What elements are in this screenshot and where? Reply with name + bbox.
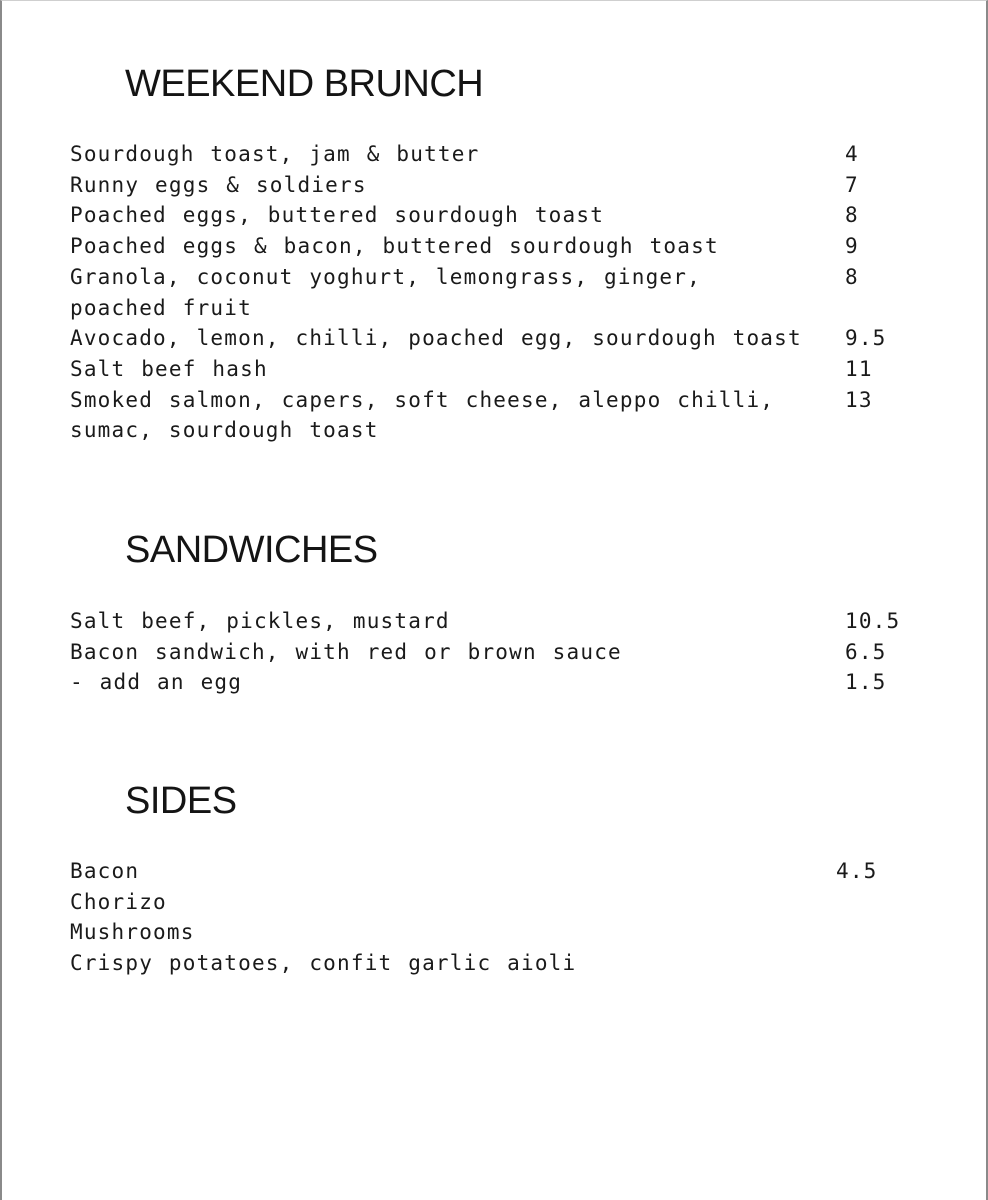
menu-list-weekend-brunch bbox=[70, 139, 887, 446]
item-price: 8 bbox=[845, 264, 859, 289]
item-name: Poached eggs, buttered sourdough toast bbox=[70, 203, 605, 228]
item-name: Salt beef, pickles, mustard bbox=[70, 609, 450, 633]
menu-list-sides bbox=[70, 856, 878, 979]
item-name: Mushrooms bbox=[70, 920, 195, 945]
menu-item bbox=[70, 856, 878, 887]
item-price: 4 bbox=[845, 142, 859, 166]
menu-item bbox=[70, 948, 820, 979]
item-price: 8 bbox=[845, 203, 859, 228]
item-name: Poached eggs & bacon, buttered sourdough toast bbox=[70, 234, 719, 259]
section-title-sides: SIDES bbox=[125, 780, 237, 822]
item-price: 9.5 bbox=[845, 326, 887, 351]
item-name: - add an egg bbox=[70, 670, 243, 695]
item-price: 7 bbox=[845, 172, 859, 197]
item-price: 6.5 bbox=[845, 639, 887, 664]
menu-item bbox=[70, 323, 887, 354]
menu-item bbox=[70, 139, 859, 170]
item-price: 11 bbox=[845, 356, 873, 381]
item-price: 4.5 bbox=[836, 859, 878, 883]
menu-item bbox=[70, 231, 859, 262]
menu-item bbox=[70, 354, 873, 385]
menu-item bbox=[70, 200, 859, 231]
item-name: Crispy potatoes, confit garlic aioli bbox=[70, 951, 577, 976]
menu-list-sandwiches bbox=[70, 606, 901, 698]
item-name: Bacon bbox=[70, 859, 140, 883]
menu-item bbox=[70, 637, 887, 668]
menu-item bbox=[70, 385, 873, 446]
menu-item bbox=[70, 917, 820, 948]
item-price: 10.5 bbox=[845, 609, 901, 633]
item-name: Sourdough toast, jam & butter bbox=[70, 142, 480, 166]
item-name: Avocado, lemon, chilli, poached egg, sourdough toast bbox=[70, 326, 802, 351]
menu-item bbox=[70, 262, 859, 323]
item-price: 13 bbox=[845, 387, 873, 412]
menu-item bbox=[70, 606, 901, 637]
item-name: Smoked salmon, capers, soft cheese, aleppo chilli, sumac, sourdough toast bbox=[70, 387, 775, 443]
item-price: 9 bbox=[845, 234, 859, 259]
item-name: Salt beef hash bbox=[70, 356, 268, 381]
menu-item bbox=[70, 170, 859, 201]
section-title-sandwiches: SANDWICHES bbox=[125, 529, 378, 571]
menu-item bbox=[70, 887, 820, 918]
item-name: Runny eggs & soldiers bbox=[70, 172, 367, 197]
item-price: 1.5 bbox=[845, 670, 887, 695]
item-name: Chorizo bbox=[70, 889, 167, 914]
item-name: Granola, coconut yoghurt, lemongrass, ginger, poached fruit bbox=[70, 264, 701, 320]
menu-item bbox=[70, 667, 887, 698]
item-name: Bacon sandwich, with red or brown sauce bbox=[70, 639, 622, 664]
section-title-weekend-brunch: WEEKEND BRUNCH bbox=[125, 63, 484, 105]
